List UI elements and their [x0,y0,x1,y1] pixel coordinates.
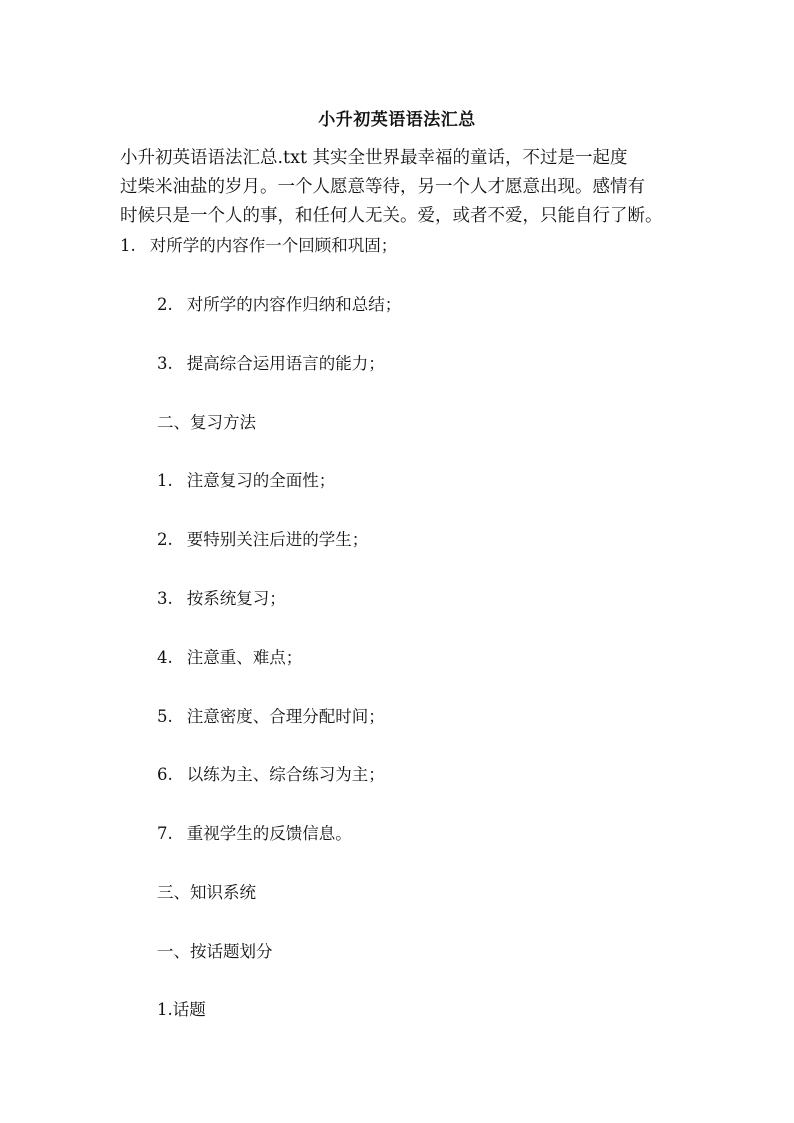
list-item-text: 以练为主、综合练习为主； [186,765,385,784]
list-item [120,232,397,256]
section-heading [157,409,256,433]
list-item [157,703,385,727]
list-item-text: 对所学的内容作一个回顾和巩固； [149,236,398,255]
section-heading-text: 一、按话题划分 [157,942,273,961]
intro-line: 过柴米油盐的岁月。一个人愿意等待，另一个人才愿意出现。感情有 [120,177,645,197]
list-item-number: 2. [157,295,173,314]
list-item-text: 重视学生的反馈信息。 [186,824,352,843]
section-heading [157,938,273,962]
list-item-number: 7. [157,824,173,843]
list-item-text: 要特别关注后进的学生； [186,530,369,549]
list-item-number: 3. [157,589,173,608]
list-item-number: 4. [157,648,173,667]
list-item [157,526,368,550]
intro-line: 时候只是一个人的事，和任何人无关。爱，或者不爱，只能自行了断。 [120,206,663,226]
list-item [157,291,401,315]
list-item [157,585,286,609]
list-item [157,820,352,844]
section-heading-text: 二、复习方法 [157,413,256,432]
list-item-text: 注意密度、合理分配时间； [186,707,385,726]
list-item-number: 1. [120,236,136,255]
list-item [157,467,335,491]
list-item [157,761,385,785]
section-heading [157,879,256,903]
list-item-text: 提高综合运用语言的能力； [186,354,385,373]
list-item-number: 2. [157,530,173,549]
list-item [157,644,302,668]
list-item-number: 5. [157,707,173,726]
intro-line: 小升初英语语法汇总.txt 其实全世界最幸福的童话，不过是一起度 [120,148,628,168]
list-item-number: 6. [157,765,173,784]
sub-heading-text: 1.话题 [157,1000,206,1019]
list-item-text: 对所学的内容作归纳和总结； [186,295,402,314]
section-heading-text: 三、知识系统 [157,883,256,902]
list-item [157,350,385,374]
document-title: 小升初英语语法汇总 [318,110,476,130]
list-item-number: 1. [157,471,173,490]
list-item-text: 注意复习的全面性； [186,471,336,490]
intro-paragraph [120,144,680,231]
sub-heading [157,996,206,1020]
list-item-text: 注意重、难点； [186,648,303,667]
list-item-number: 3. [157,354,173,373]
list-item-text: 按系统复习； [186,589,286,608]
